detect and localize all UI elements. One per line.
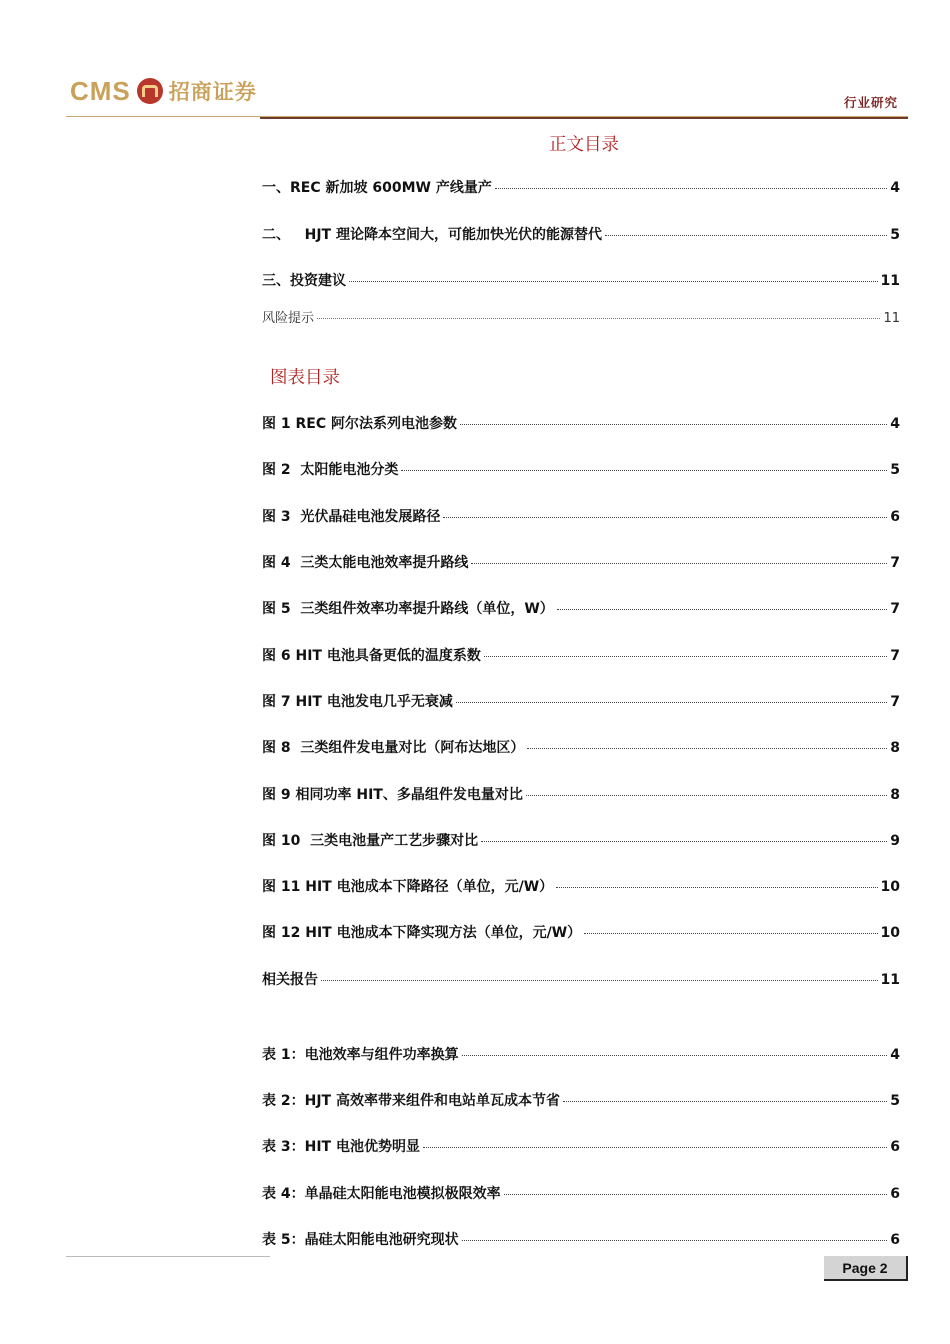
- toc-entry-page: 9: [890, 833, 900, 849]
- toc-leader: [462, 1055, 888, 1056]
- figure-toc-entry[interactable]: [262, 922, 900, 942]
- toc-entry-label: 一、REC 新加坡 600MW 产线量产: [262, 180, 492, 196]
- table-toc-entry[interactable]: [262, 1090, 900, 1110]
- figure-toc-entry[interactable]: [262, 552, 900, 572]
- toc-entry-label: 表 3：HIT 电池优势明显: [262, 1139, 420, 1155]
- toc-entry-label: 图 5 三类组件效率功率提升路线（单位，W）: [262, 601, 554, 617]
- toc-entry-page: 7: [890, 601, 900, 617]
- toc-leader: [423, 1147, 887, 1148]
- table-toc-entry[interactable]: [262, 1044, 900, 1064]
- toc-leader: [443, 517, 887, 518]
- toc-leader: [584, 933, 877, 934]
- company-logo: [70, 74, 257, 108]
- table-toc-entry[interactable]: [262, 1229, 900, 1249]
- toc-leader: [321, 980, 878, 981]
- toc-leader: [526, 795, 887, 796]
- toc-entry-label: 三、投资建议: [262, 273, 346, 289]
- toc-entry-page: 4: [890, 180, 900, 196]
- toc-entry-page: 6: [890, 1232, 900, 1248]
- toc-entry-page: 8: [890, 740, 900, 756]
- toc-leader: [605, 235, 887, 236]
- figure-toc-entry[interactable]: [262, 876, 900, 896]
- toc-leader: [471, 563, 887, 564]
- toc-entry-label: 表 1：电池效率与组件功率换算: [262, 1047, 459, 1063]
- toc-entry[interactable]: [262, 307, 900, 326]
- report-type-label: 行业研究: [843, 95, 898, 110]
- toc-entry-page: 11: [880, 273, 900, 289]
- toc-entry-page: 10: [880, 879, 900, 895]
- figure-toc-entry[interactable]: [262, 784, 900, 804]
- toc-entry-label: 图 10 三类电池量产工艺步骤对比: [262, 833, 479, 849]
- toc-leader: [557, 609, 887, 610]
- toc-entry-page: 7: [890, 555, 900, 571]
- logo-cn-text: 招商证券: [168, 80, 257, 104]
- toc-entry-page: 5: [890, 462, 900, 478]
- toc-entry-page: 6: [890, 1186, 900, 1202]
- toc-leader: [460, 424, 887, 425]
- footer-divider: [66, 1256, 270, 1257]
- toc-entry-label: 表 4：单晶硅太阳能电池模拟极限效率: [262, 1186, 501, 1202]
- toc-entry-label: 图 4 三类太能电池效率提升路线: [262, 555, 469, 571]
- toc-entry-page: 7: [890, 648, 900, 664]
- toc-entry-label: 图 1 REC 阿尔法系列电池参数: [262, 416, 457, 432]
- figure-toc-entry[interactable]: [262, 691, 900, 711]
- toc-leader: [527, 748, 887, 749]
- toc-leader: [317, 318, 880, 319]
- toc-leader: [456, 702, 887, 703]
- toc-entry-page: 6: [890, 509, 900, 525]
- page-number-badge: Page 2: [824, 1256, 908, 1281]
- figure-toc-entry[interactable]: [262, 737, 900, 757]
- toc-entry-label: 图 12 HIT 电池成本下降实现方法（单位，元/W）: [262, 925, 582, 941]
- toc-entry[interactable]: [262, 177, 900, 197]
- toc-entry-page: 5: [890, 227, 900, 243]
- figure-toc-entry[interactable]: [262, 413, 900, 433]
- toc-entry-page: 4: [890, 1047, 900, 1063]
- toc-entry-label: 图 9 相同功率 HIT、多晶组件发电量对比: [262, 787, 523, 803]
- toc-entry-label: 图 8 三类组件发电量对比（阿布达地区）: [262, 740, 525, 756]
- header-divider-accent: [260, 117, 908, 119]
- toc-leader: [349, 281, 878, 282]
- toc-entry-page: 8: [890, 787, 900, 803]
- toc-leader: [401, 470, 887, 471]
- toc-entry[interactable]: [262, 224, 900, 244]
- toc-leader: [462, 1240, 888, 1241]
- toc-entry-label: 相关报告: [262, 972, 318, 988]
- table-toc-entry[interactable]: [262, 1136, 900, 1156]
- figure-toc-title: 图表目录: [270, 368, 340, 388]
- toc-entry-page: 4: [890, 416, 900, 432]
- toc-leader: [504, 1194, 888, 1195]
- toc-entry-label: 表 5：晶硅太阳能电池研究现状: [262, 1232, 459, 1248]
- toc-entry[interactable]: [262, 270, 900, 290]
- toc-entry-label: 表 2：HJT 高效率带来组件和电站单瓦成本节省: [262, 1093, 560, 1109]
- toc-entry-page: 7: [890, 694, 900, 710]
- toc-leader: [556, 887, 877, 888]
- toc-entry-label: 图 3 光伏晶硅电池发展路径: [262, 509, 441, 525]
- toc-entry-page: 11: [880, 972, 900, 988]
- figure-toc-entry[interactable]: [262, 506, 900, 526]
- figure-toc-entry[interactable]: [262, 969, 900, 989]
- figure-toc-entry[interactable]: [262, 830, 900, 850]
- toc-entry-page: 10: [880, 925, 900, 941]
- toc-leader: [484, 656, 887, 657]
- figure-toc-entry[interactable]: [262, 598, 900, 618]
- toc-entry-label: 图 2 太阳能电池分类: [262, 462, 399, 478]
- toc-leader: [495, 188, 887, 189]
- toc-entry-label: 风险提示: [262, 311, 315, 326]
- logo-cms-text: CMS: [70, 75, 131, 106]
- toc-entry-page: 6: [890, 1139, 900, 1155]
- toc-entry-label: 图 11 HIT 电池成本下降路径（单位，元/W）: [262, 879, 554, 895]
- main-toc-title: 正文目录: [549, 135, 619, 155]
- toc-entry-label: 图 7 HIT 电池发电几乎无衰减: [262, 694, 453, 710]
- toc-entry-page: 5: [890, 1093, 900, 1109]
- toc-leader: [563, 1101, 887, 1102]
- toc-entry-label: 二、 HJT 理论降本空间大，可能加快光伏的能源替代: [262, 227, 602, 243]
- toc-entry-page: 11: [883, 311, 900, 326]
- toc-leader: [481, 841, 887, 842]
- figure-toc-entry[interactable]: [262, 645, 900, 665]
- table-toc-entry[interactable]: [262, 1183, 900, 1203]
- logo-emblem-icon: [137, 78, 163, 104]
- figure-toc-entry[interactable]: [262, 459, 900, 479]
- toc-entry-label: 图 6 HIT 电池具备更低的温度系数: [262, 648, 481, 664]
